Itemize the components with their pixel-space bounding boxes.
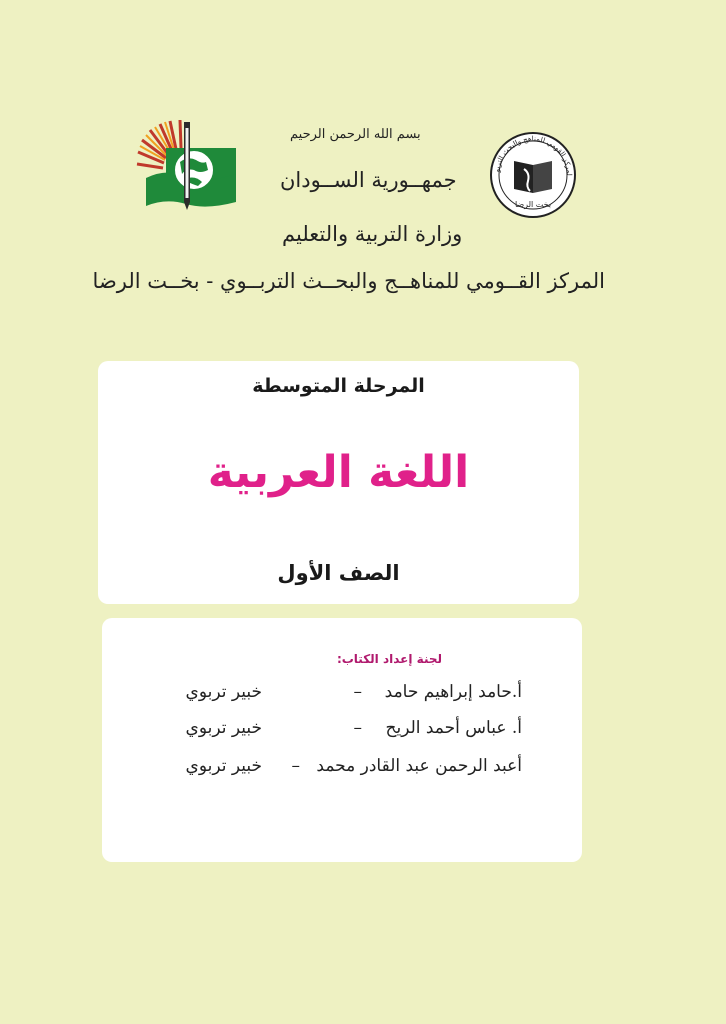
member-role: خبير تربوي: [185, 756, 262, 776]
grade-level: الصف الأول: [277, 561, 400, 585]
member-name: أ. عباس أحمد الريح: [385, 718, 522, 738]
committee-card: [102, 618, 582, 862]
member-separator: –: [353, 718, 362, 738]
cover-header: [0, 0, 726, 320]
member-role: خبير تربوي: [185, 718, 262, 738]
member-separator: –: [353, 682, 362, 702]
member-name: أعبد الرحمن عبد القادر محمد: [316, 756, 522, 776]
curriculum-center-seal-icon: [484, 131, 582, 219]
education-stage: المرحلة المتوسطة: [252, 375, 425, 397]
seal-arc-text: لمركز القومي للمناهج والبحث التربو: [493, 134, 574, 176]
member-separator: –: [291, 756, 300, 776]
title-card: [98, 361, 579, 604]
country-name: جمهــورية الســودان: [280, 168, 457, 192]
committee-title: لجنة إعداد الكتاب:: [336, 652, 442, 666]
member-name: أ.حامد إبراهيم حامد: [384, 682, 522, 702]
center-name: المركز القــومي للمناهــج والبحــث التربــوي - بخــت الرضا: [92, 269, 605, 293]
ministry-emblem-icon: [136, 118, 240, 210]
basmala-text: بسم الله الرحمن الرحيم: [290, 127, 421, 142]
subject-title: اللغة العربية: [207, 447, 470, 498]
ministry-name: وزارة التربية والتعليم: [282, 222, 463, 246]
member-role: خبير تربوي: [185, 682, 262, 702]
seal-bottom-text: بخت الرضا: [514, 200, 552, 209]
